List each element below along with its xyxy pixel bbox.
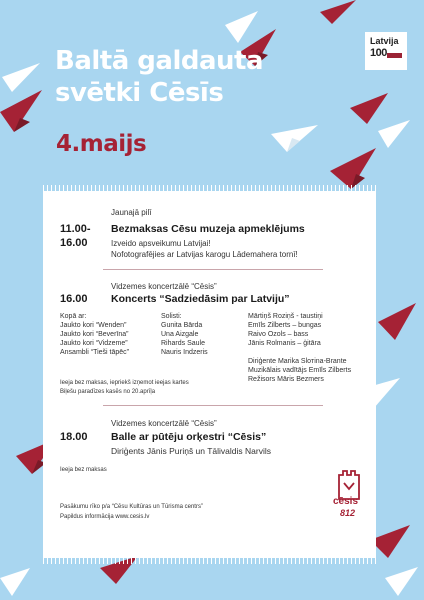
event-date: 4.maijs <box>56 131 147 157</box>
event1-desc2: Nofotografējies ar Latvijas karogu Lādemahera tornī! <box>111 250 298 259</box>
event1-venue: Jaunajā pilī <box>111 208 152 217</box>
event2-venue: Vidzemes koncertzālē “Cēsis” <box>111 282 217 291</box>
event2-title: Koncerts “Sadziedāsim par Latviju” <box>111 293 290 305</box>
tablecloth-fringe-bottom <box>43 558 376 564</box>
headline-line1: Baltā galdauta <box>55 46 264 76</box>
divider <box>103 405 323 406</box>
cesis-logo-word: cēsis <box>333 496 359 507</box>
event1-desc1: Izveido apsveikumu Latvijai! <box>111 239 211 248</box>
musician-item: Raivo Ozols – bass <box>248 331 309 338</box>
footer-organizer: Pasākumu rīko p/a “Cēsu Kultūras un Tūrisma centrs” <box>60 504 203 510</box>
divider <box>103 269 323 270</box>
event1-time-end: 16.00 <box>60 237 88 249</box>
event3-venue: Vidzemes koncertzālē “Cēsis” <box>111 419 217 428</box>
event1-time-start: 11.00- <box>60 223 91 235</box>
event2-ticket-info2: Biļešu paradīzes kasēs no 20.aprīļa <box>60 389 156 395</box>
soloist-item: Gunita Bārda <box>161 322 203 329</box>
event1-title: Bezmaksas Cēsu muzeja apmeklējums <box>111 223 305 235</box>
logo-flag-bar <box>387 53 402 58</box>
choir-item: Jaukto kori “Wenden” <box>60 322 127 329</box>
soloist-item: Una Aizgale <box>161 331 199 338</box>
soloist-item: Nauris Indzeris <box>161 349 208 356</box>
crew-item: Režisors Māris Bezmers <box>248 376 324 383</box>
choir-item: Jaukto kori “Beverīna” <box>60 331 129 338</box>
event2-ticket-info1: Ieeja bez maksas, iepriekš izņemot ieejas kartes <box>60 380 189 386</box>
event3-subtitle: Diriģents Jānis Puriņš un Tālivaldis Narvils <box>111 446 271 456</box>
crew-item: Muzikālais vadītājs Emīls Zilberts <box>248 367 352 374</box>
logo-line1: Latvija <box>370 36 399 46</box>
event3-time: 18.00 <box>60 431 88 443</box>
choir-item: Jaukto kori “Vidzeme” <box>60 340 128 347</box>
choir-item: Ansambli “Tieši tāpēc” <box>60 349 129 356</box>
musician-item: Mārtiņš Roziņš - taustiņi <box>248 313 323 320</box>
logo-line2: 100 <box>370 47 387 59</box>
headline-line2: svētki Cēsīs <box>55 78 224 108</box>
choirs-heading: Kopā ar: <box>60 313 87 320</box>
crew-item: Diriģente Marika Sloтina-Brante <box>248 358 347 365</box>
latvija-100-logo <box>365 32 407 70</box>
soloists-heading: Solisti: <box>161 313 182 320</box>
soloist-item: Rihards Saule <box>161 340 205 347</box>
event3-title: Balle ar pūtēju orķestri “Cēsis” <box>111 431 267 443</box>
footer-info: Papildus informācija www.cesis.lv <box>60 514 150 520</box>
event3-ticket-info: Ieeja bez maksas <box>60 467 107 473</box>
event2-time: 16.00 <box>60 293 88 305</box>
musician-item: Jānis Rolmanis – ģitāra <box>248 340 321 347</box>
headline <box>55 45 315 109</box>
cesis-logo-number: 812 <box>340 508 356 518</box>
musician-item: Emīls Zilberts – bungas <box>248 322 322 329</box>
